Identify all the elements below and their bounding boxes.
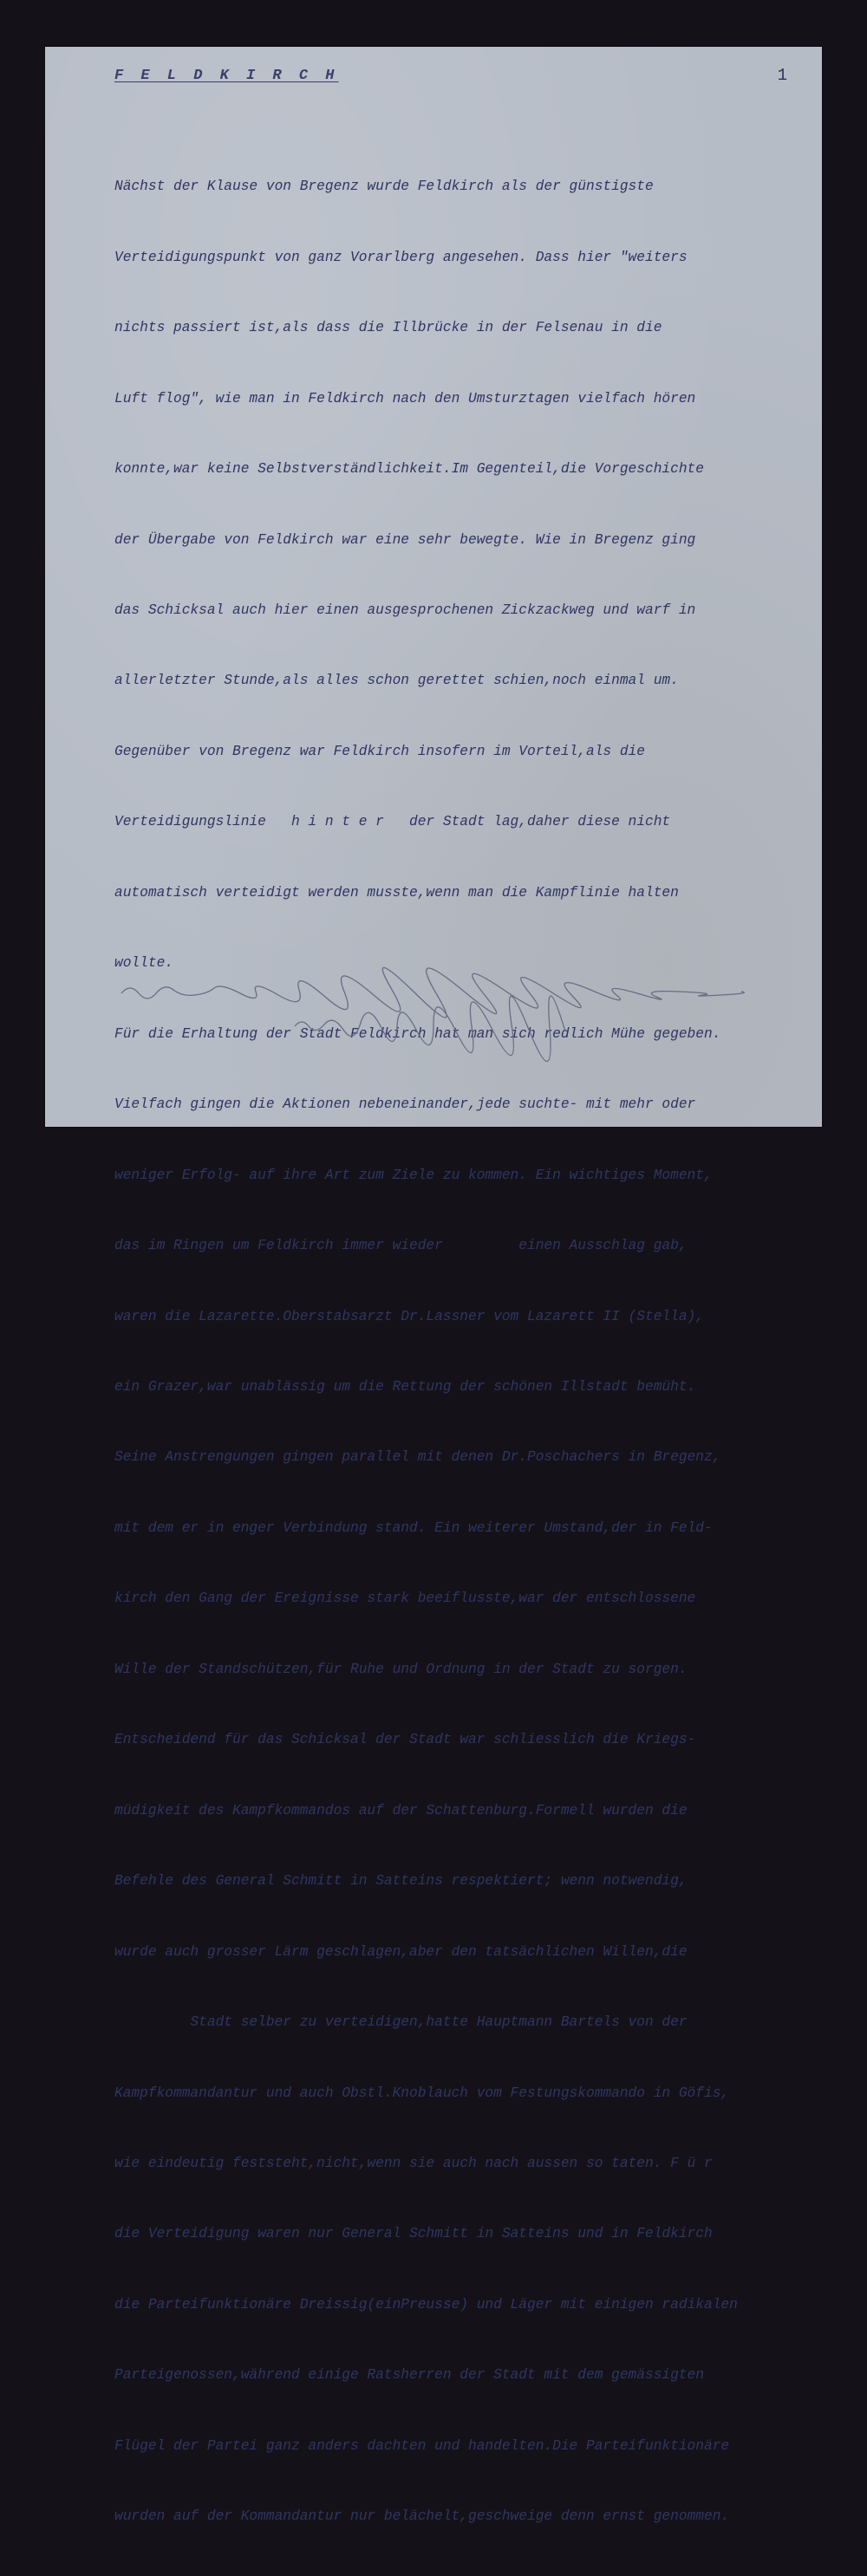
text-line: wie eindeutig feststeht,nicht,wenn sie auch nach aussen so taten. F ü r (114, 2156, 713, 2171)
text-line: Entscheidend für das Schicksal der Stadt war schliesslich die Kriegs- (114, 1732, 696, 1748)
body-text (114, 128, 818, 2576)
text-line: weniger Erfolg- auf ihre Art zum Ziele zu kommen. Ein wichtiges Moment, (114, 1167, 713, 1183)
text-line: mit dem er in enger Verbindung stand. Ein weiterer Umstand,der in Feld- (114, 1519, 713, 1536)
text-line: kirch den Gang der Ereignisse stark beeiflusste,war der entschlossene (114, 1590, 696, 1607)
text-line: müdigkeit des Kampfkommandos auf der Schattenburg.Formell wurden die (114, 1802, 688, 1818)
text-line: die Verteidigung waren nur General Schmitt in Satteins und in Feldkirch (114, 2226, 713, 2242)
text-line: Stadt selber zu verteidigen,hatte Hauptmann Bartels von der (114, 2014, 688, 2031)
text-line: Befehle des General Schmitt in Satteins respektiert; wenn notwendig, (114, 1873, 688, 1890)
text-line: Flügel der Partei ganz anders dachten und handelten.Die Parteifunktionäre (114, 2437, 730, 2454)
page-number: 1 (777, 66, 787, 85)
text-line: ein Grazer,war unablässig um die Rettung der schönen Illstadt bemüht. (114, 1379, 696, 1395)
text-line: Wille der Standschützen,für Ruhe und Ordnung in der Stadt zu sorgen. (114, 1661, 688, 1677)
text-line: Für die Erhaltung der Stadt Feldkirch hat man sich redlich Mühe gegeben. (114, 1025, 721, 1042)
text-line: allerletzter Stunde,als alles schon gerettet schien,noch einmal um. (114, 673, 679, 689)
text-line: Nächst der Klause von Bregenz wurde Feldkirch als der günstigste (114, 179, 654, 195)
text-line: Seine Anstrengungen gingen parallel mit denen Dr.Poschachers in Bregenz, (114, 1449, 721, 1466)
handwritten-note (120, 976, 813, 1005)
text-line: Vielfach gingen die Aktionen nebeneinander,jede suchte- mit mehr oder (114, 1096, 696, 1113)
text-line: Luft flog", wie man in Feldkirch nach den Umsturztagen vielfach hören (114, 390, 696, 407)
text-line: die Parteifunktionäre Dreissig(einPreusse) und Läger mit einigen radikalen (114, 2296, 738, 2313)
text-line: Gegenüber von Bregenz war Feldkirch insofern im Vorteil,als die (114, 743, 645, 759)
text-line: Kampfkommandantur und auch Obstl.Knoblauch vom Festungskommando in Göfis, (114, 2085, 730, 2101)
text-line: nichts passiert ist,als dass die Illbrücke in der Felsenau in die (114, 320, 662, 336)
text-line: waren die Lazarette.Oberstabsarzt Dr.Lassner vom Lazarett II (Stella), (114, 1308, 704, 1324)
document-heading: F E L D K I R C H (114, 68, 339, 84)
text-line: Verteidigungspunkt von ganz Vorarlberg angesehen. Dass hier "weiters (114, 249, 688, 265)
text-line: konnte,war keine Selbstverständlichkeit.Im Gegenteil,die Vorgeschichte (114, 461, 704, 478)
text-line: das Schicksal auch hier einen ausgesprochenen Zickzackweg und warf in (114, 602, 696, 619)
document-page (45, 47, 822, 2525)
text-line: wollte. (114, 955, 173, 972)
text-line: automatisch verteidigt werden musste,wenn man die Kampflinie halten (114, 884, 679, 901)
text-line: Parteigenossen,während einige Ratsherren der Stadt mit dem gemässigten (114, 2367, 704, 2384)
text-line: wurde auch grosser Lärm geschlagen,aber den tatsächlichen Willen,die (114, 1943, 688, 1960)
handwritten-note (120, 1011, 813, 1040)
text-line: das im Ringen um Feldkirch immer wieder einen Ausschlag gab, (114, 1238, 688, 1254)
text-line: wurden auf der Kommandantur nur belächelt,geschweige denn ernst genommen. (114, 2508, 730, 2525)
text-line: Verteidigungslinie h i n t e r der Stadt lag,daher diese nicht (114, 814, 671, 830)
text-line: der Übergabe von Feldkirch war eine sehr bewegte. Wie in Bregenz ging (114, 531, 696, 548)
